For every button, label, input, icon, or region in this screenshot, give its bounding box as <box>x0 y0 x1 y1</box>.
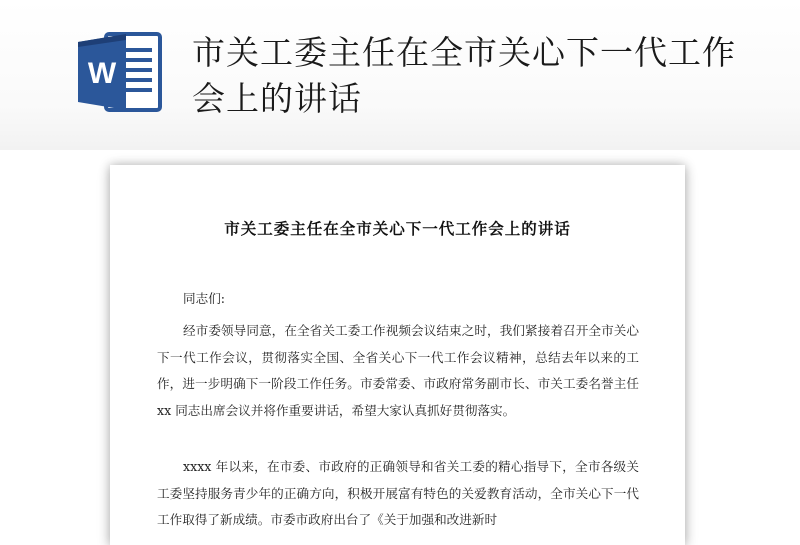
paragraph: 经市委领导同意，在全省关工委工作视频会议结束之时，我们紧接着召开全市关心下一代工作会议，贯彻落实全国、全省关心下一代工作会议精神，总结去年以来的工作，进一步明确下一阶段工作任务。市委常委、市政府常务副市长、市关工委名誉主任 xx 同志出席会议并将作重要讲话，希望大家认真抓好贯彻落实。 <box>157 323 639 418</box>
paragraph: xxxx 年以来，在市委、市政府的正确领导和省关工委的精心指导下，全市各级关工委坚持服务青少年的正确方向，积极开展富有特色的关爱教育活动，全市关心下一代工作取得了新成绩。市委市政府出台了《关于加强和改进新时 <box>157 459 639 527</box>
document-page <box>110 165 685 545</box>
svg-text:W: W <box>87 57 117 90</box>
page-title: 市关工委主任在全市关心下一代工作会上的讲话 <box>192 33 736 118</box>
document-title: 市关工委主任在全市关心下一代工作会上的讲话 <box>224 219 571 238</box>
word-icon <box>76 30 164 114</box>
salutation: 同志们: <box>183 291 226 306</box>
